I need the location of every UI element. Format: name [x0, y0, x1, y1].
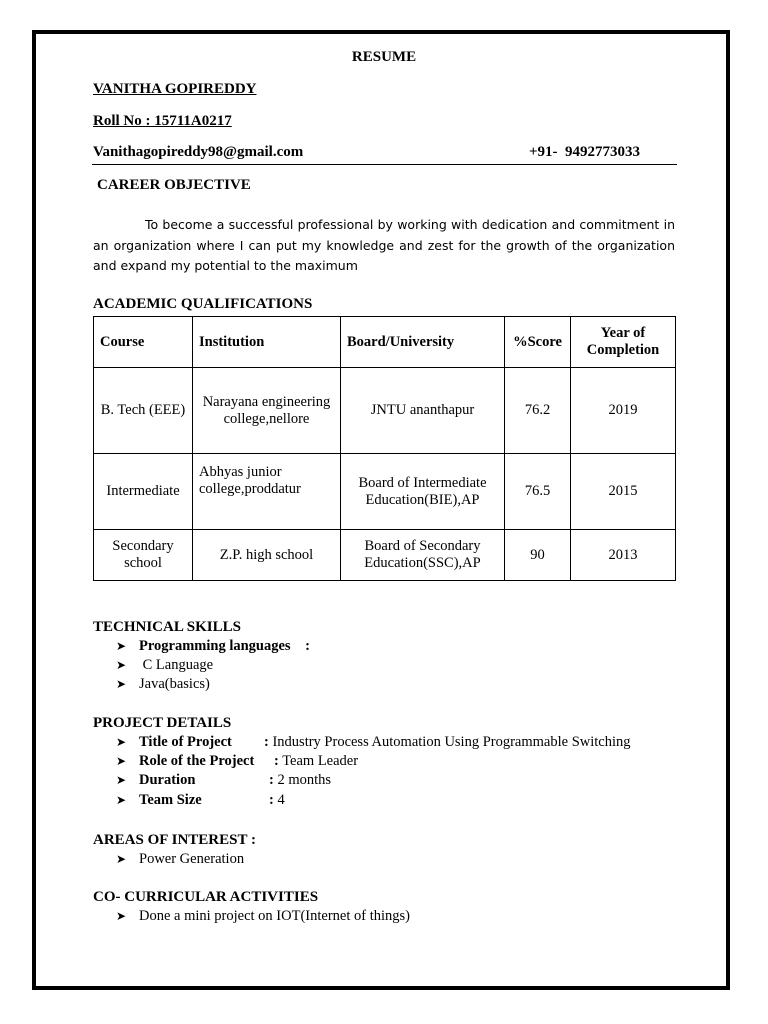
cell-course: Secondary school — [94, 530, 193, 581]
roll-number: Roll No : 15711A0217 — [93, 113, 232, 129]
activity-item: Done a mini project on IOT(Internet of things) — [139, 908, 410, 924]
list-item — [116, 850, 244, 869]
list-item — [116, 791, 631, 810]
cell-institution: Z.P. high school — [193, 530, 341, 581]
arrowhead-bullet-icon: ➤ — [116, 773, 127, 788]
project-field-separator: : — [274, 753, 279, 770]
co-curricular-heading: CO- CURRICULAR ACTIVITIES — [93, 889, 319, 905]
technical-skills-list — [116, 637, 310, 695]
project-field-label: Role of the Project — [139, 753, 255, 770]
project-field-label: Team Size — [139, 791, 202, 808]
project-details-list — [116, 733, 631, 810]
project-details-heading: PROJECT DETAILS — [93, 715, 232, 731]
project-field-value: Team Leader — [278, 753, 359, 770]
list-item — [116, 675, 310, 694]
arrowhead-bullet-icon: ➤ — [116, 909, 127, 923]
career-objective-body: To become a successful professional by working with dedication and commitment in an organization where I can put my knowledge and zest for the growth of the organization and expand my potential to the maximum — [93, 217, 675, 273]
arrowhead-bullet-icon: ➤ — [116, 792, 127, 807]
project-field-label: Title of Project — [139, 734, 232, 750]
cell-institution: Narayana engineering college,nellore — [193, 368, 341, 454]
list-item — [116, 752, 631, 771]
project-field-value: 4 — [273, 791, 285, 808]
table-row — [94, 530, 676, 581]
technical-skills-heading: TECHNICAL SKILLS — [93, 619, 241, 635]
academic-heading: ACADEMIC QUALIFICATIONS — [93, 296, 313, 312]
arrowhead-bullet-icon: ➤ — [116, 639, 127, 653]
list-item — [116, 907, 410, 926]
career-objective-text — [93, 215, 675, 277]
project-field-separator: : — [269, 791, 274, 808]
header-course: Course — [94, 317, 193, 368]
arrowhead-bullet-icon: ➤ — [116, 852, 127, 866]
skill-item: C Language — [139, 657, 214, 674]
list-item — [116, 771, 631, 790]
cell-board: JNTU ananthapur — [341, 368, 505, 454]
career-objective-heading: CAREER OBJECTIVE — [97, 177, 251, 193]
resume-title: RESUME — [351, 49, 417, 65]
skill-item: Java(basics) — [139, 676, 210, 693]
list-item — [116, 656, 310, 675]
areas-of-interest-heading: AREAS OF INTEREST : — [93, 832, 256, 848]
cell-institution: Abhyas junior college,proddatur — [193, 454, 341, 530]
header-divider — [92, 164, 677, 165]
cell-score: 90 — [505, 530, 571, 581]
list-item — [116, 637, 310, 656]
academic-table — [93, 316, 676, 581]
header-board: Board/University — [341, 317, 505, 368]
cell-board: Board of Intermediate Education(BIE),AP — [341, 454, 505, 530]
cell-year: 2019 — [571, 368, 676, 454]
email-address: Vanithagopireddy98@gmail.com — [93, 144, 304, 160]
skill-category: Programming languages : — [139, 638, 310, 654]
header-year: Year of Completion — [571, 317, 676, 368]
table-row — [94, 454, 676, 530]
cell-score: 76.5 — [505, 454, 571, 530]
cell-score: 76.2 — [505, 368, 571, 454]
phone-number: +91- 9492773033 — [529, 144, 641, 160]
cell-year: 2013 — [571, 530, 676, 581]
project-field-separator: : — [264, 734, 269, 750]
interest-item: Power Generation — [139, 851, 245, 867]
cell-year: 2015 — [571, 454, 676, 530]
cell-board: Board of Secondary Education(SSC),AP — [341, 530, 505, 581]
project-field-label: Duration — [139, 772, 196, 789]
cell-course: B. Tech (EEE) — [94, 368, 193, 454]
arrowhead-bullet-icon: ➤ — [116, 735, 127, 749]
arrowhead-bullet-icon: ➤ — [116, 658, 127, 673]
cell-course: Intermediate — [94, 454, 193, 530]
project-field-value: Industry Process Automation Using Programmable Switching — [268, 734, 631, 750]
areas-of-interest-list — [116, 850, 244, 869]
arrowhead-bullet-icon: ➤ — [116, 677, 127, 692]
header-institution: Institution — [193, 317, 341, 368]
project-field-value: 2 months — [273, 772, 332, 789]
co-curricular-list — [116, 907, 410, 926]
header-score: %Score — [505, 317, 571, 368]
table-header-row — [94, 317, 676, 368]
table-row — [94, 368, 676, 454]
project-field-separator: : — [269, 772, 274, 789]
arrowhead-bullet-icon: ➤ — [116, 754, 127, 769]
list-item — [116, 733, 631, 752]
candidate-name: VANITHA GOPIREDDY — [93, 81, 257, 97]
